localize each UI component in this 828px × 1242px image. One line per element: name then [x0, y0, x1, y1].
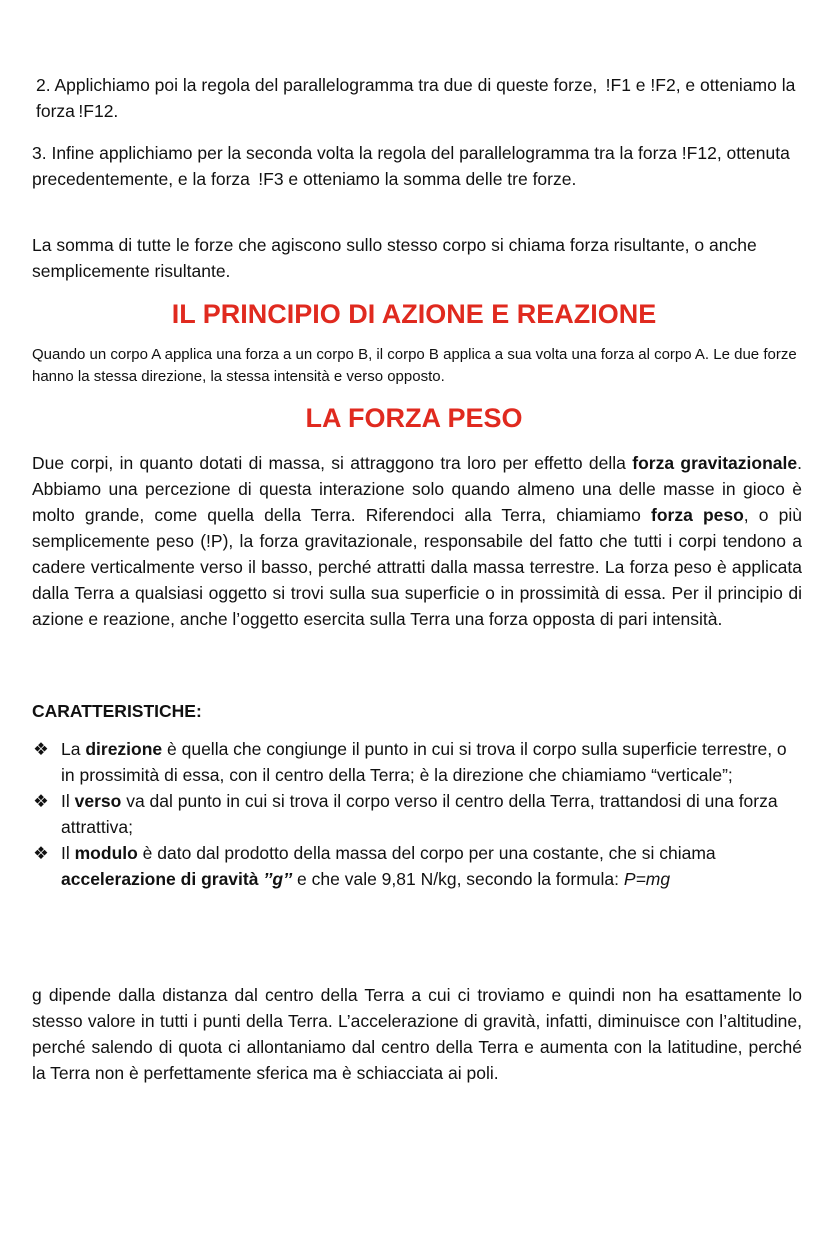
formula: P=mg [623, 869, 671, 889]
list-item-direzione: ❖ La direzione è quella che congiunge il punto in cui si trova il corpo sulla superficie terrestre, o in prossimità di essa, con il centro della Terra; è la direzione che chiamiamo “verticale”; [32, 736, 802, 788]
characteristics-list [32, 736, 802, 892]
diamond-bullet-icon: ❖ [33, 843, 49, 863]
azione-reazione-paragraph: Quando un corpo A applica una forza a un corpo B, il corpo B applica a sua volta una forza al corpo A. Le due forze hanno la stessa direzione, la stessa intensità e verso opposto. [32, 346, 797, 385]
risultante-paragraph: La somma di tutte le forze che agiscono sullo stesso corpo si chiama forza risultante, o anche semplicemente risultante. [32, 235, 757, 281]
diamond-bullet-icon: ❖ [33, 739, 49, 759]
step-3-paragraph: 3. Infine applichiamo per la seconda volta la regola del parallelogramma tra la forza !F12, ottenuta precedentemente, e la forza !F3 e otteniamo la somma delle tre forze. [32, 143, 790, 189]
diamond-bullet-icon: ❖ [33, 791, 49, 811]
list-item-verso: ❖ Il verso va dal punto in cui si trova il corpo verso il centro della Terra, trattandosi di una forza attrattiva; [32, 788, 802, 840]
heading-azione-reazione: IL PRINCIPIO DI AZIONE E REAZIONE [171, 299, 657, 329]
step-2-paragraph: 2. Applichiamo poi la regola del parallelogramma tra due di queste forze, !F1 e !F2, e otteniamo la forza !F12. [36, 75, 796, 121]
caratteristiche-label: CARATTERISTICHE: [32, 701, 202, 721]
heading-forza-peso: LA FORZA PESO [305, 403, 523, 433]
term-forza-peso: forza peso [651, 505, 744, 525]
gravita-closing-paragraph: g dipende dalla distanza dal centro della Terra a cui ci troviamo e quindi non ha esattamente lo stesso valore in tutti i punti della Terra. L’accelerazione di gravità, infatti, diminuisce con l’altitudine, perché salendo di quota ci allontaniamo dal centro della Terra e aumenta con la latitudine, perché la Terra non è perfettamente sferica ma è schiacciata ai poli. [32, 985, 802, 1083]
forza-peso-paragraph: Due corpi, in quanto dotati di massa, si attraggono tra loro per effetto della forza gravitazionale. Abbiamo una percezione di questa interazione solo quando almeno una delle masse in gioco è molto grande, come quella della Terra. Riferendoci alla Terra, chiamiamo forza peso, o più semplicemente peso (!P), la forza gravitazionale, responsabile del fatto che tutti i corpi tendono a cadere verticalmente verso il basso, perché attratti dalla massa terrestre. La forza peso è applicata dalla Terra a qualsiasi oggetto si trovi sulla sua superficie o in prossimità di essa. Per il principio di azione e reazione, anche l’oggetto esercita sulla Terra una forza opposta di pari intensità. [32, 453, 802, 629]
list-item-modulo: ❖ Il modulo è dato dal prodotto della massa del corpo per una costante, che si chiama accelerazione di gravità ’’g’’ e che vale 9,81 N/kg, secondo la formula: P=mg [32, 840, 802, 892]
term-forza-gravitazionale: forza gravitazionale [632, 453, 798, 473]
